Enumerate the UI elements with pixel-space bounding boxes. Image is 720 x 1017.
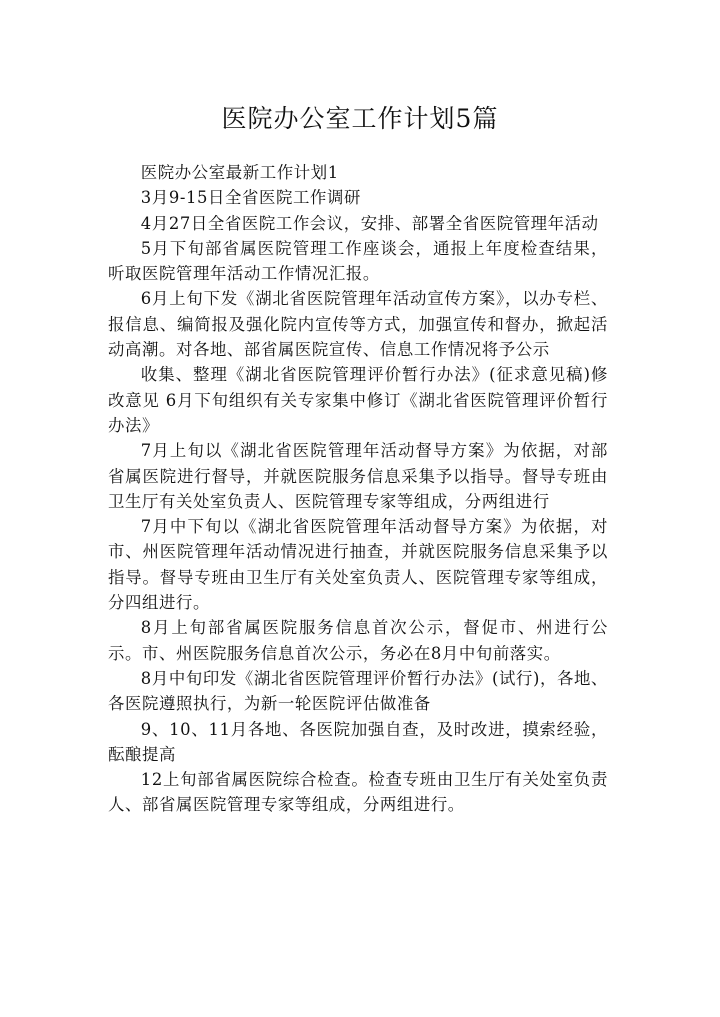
paragraph: 9、10、11月各地、各医院加强自查，及时改进，摸索经验，酝酿提高 [108,719,608,764]
paragraph: 12上旬部省属医院综合检查。检查专班由卫生厅有关处室负责人、部省属医院管理专家等组成，分两组进行。 [108,770,608,815]
paragraph: 8月中旬印发《湖北省医院管理评价暂行办法》(试行)，各地、各医院遵照执行，为新一轮医院评估做准备 [108,668,608,714]
paragraph-heading: 医院办公室最新工作计划1 [140,163,339,182]
paragraph: 收集、整理《湖北省医院管理评价暂行办法》(征求意见稿)修改意见 6月下旬组织有关专家集中修订《湖北省医院管理评价暂行办法》 [108,365,608,435]
paragraph: 5月下旬部省属医院管理工作座谈会，通报上年度检查结果，听取医院管理年活动工作情况汇报。 [108,238,608,284]
paragraph: 8月上旬部省属医院服务信息首次公示，督促市、州进行公示。市、州医院服务信息首次公示，务必在8月中旬前落实。 [108,618,608,663]
paragraph: 7月上旬以《湖北省医院管理年活动督导方案》为依据，对部省属医院进行督导，并就医院服务信息采集予以指导。督导专班由卫生厅有关处室负责人、医院管理专家等组成，分两组进行 [108,441,608,511]
paragraph: 7月中下旬以《湖北省医院管理年活动督导方案》为依据，对市、州医院管理年活动情况进行抽查，并就医院服务信息采集予以指导。督导专班由卫生厅有关处室负责人、医院管理专家等组成，分四组进行。 [108,517,608,613]
paragraph: 3月9-15日全省医院工作调研 [140,188,361,208]
document-title: 医院办公室工作计划5篇 [221,104,499,133]
paragraph: 4月27日全省医院工作会议，安排、部署全省医院管理年活动 [140,213,599,233]
paragraph: 6月上旬下发《湖北省医院管理年活动宣传方案》，以办专栏、报信息、编简报及强化院内宣传等方式，加强宣传和督办，掀起活动高潮。对各地、部省属医院宣传、信息工作情况将予公示 [108,289,608,360]
document-body [108,160,608,818]
